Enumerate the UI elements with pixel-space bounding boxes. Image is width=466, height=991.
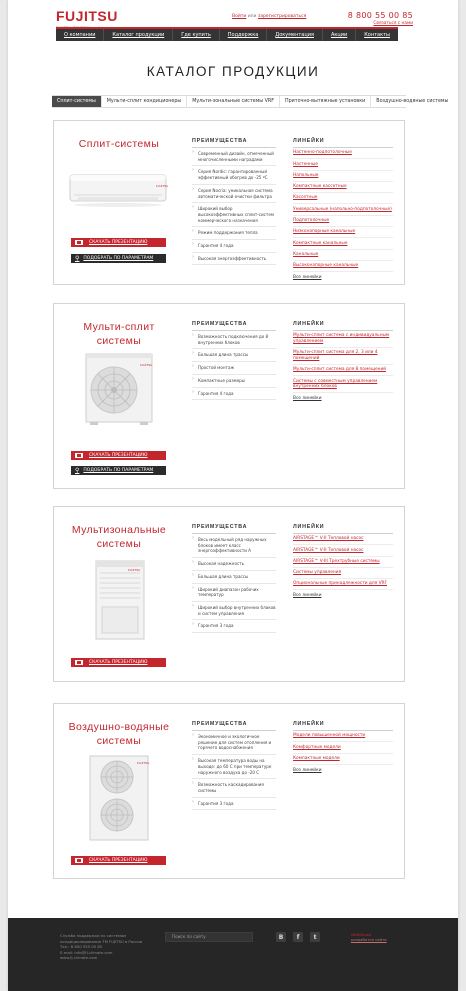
- advantage-item: › Серия Nocria: уникальная система автоматической очистки фильтра: [192, 185, 276, 203]
- tab-air-water[interactable]: Воздушно-водяные системы: [376, 99, 449, 104]
- developer-link[interactable]: разработка сайта: [351, 937, 387, 943]
- advantages-list: [192, 731, 276, 810]
- line-link[interactable]: Настенно-подпотолочные: [293, 148, 393, 159]
- line-link[interactable]: Компактные канальные: [293, 238, 393, 249]
- line-link[interactable]: Подпотолочные: [293, 216, 393, 227]
- category-card-multi-split: [53, 303, 405, 489]
- advantage-item: › Большая длина трассы: [192, 571, 276, 584]
- lines-heading: ЛИНЕЙКИ: [293, 321, 393, 331]
- advantages-heading: ПРЕИМУЩЕСТВА: [192, 524, 276, 534]
- advantage-item: › Экономичное и экологичное решение для систем отопления и горячего водоснабжения: [192, 731, 276, 755]
- facebook-icon[interactable]: f: [293, 932, 303, 942]
- select-by-params-button[interactable]: [71, 254, 166, 263]
- line-link[interactable]: Напольные: [293, 171, 393, 182]
- advantages-list: [192, 148, 276, 265]
- line-link[interactable]: Высоконапорные канальные: [293, 261, 393, 272]
- developer-name: WebStudio: [351, 932, 372, 937]
- category-title: Мульти-сплит системы: [83, 321, 155, 347]
- lines-heading: ЛИНЕЙКИ: [293, 524, 393, 534]
- select-by-params-label: ПОДОБРАТЬ ПО ПАРАМЕТРАМ: [83, 256, 154, 261]
- nav-item-promotions[interactable]: Акции: [323, 29, 356, 41]
- advantages-list: [192, 534, 276, 633]
- login-link[interactable]: Войти: [232, 14, 247, 19]
- category-card-air-water: [53, 703, 405, 879]
- select-by-params-label: ПОДОБРАТЬ ПО ПАРАМЕТРАМ: [83, 468, 154, 473]
- lines-list: [293, 148, 393, 281]
- advantage-item: › Большая длина трассы: [192, 349, 276, 362]
- advantage-item: › Широкий выбор высокоэффективных сплит-систем коммерческого назначения: [192, 203, 276, 227]
- line-link[interactable]: Комфортные модели: [293, 742, 393, 753]
- footer-contacts: [60, 933, 158, 961]
- svg-text:FUJITSU: FUJITSU: [128, 568, 141, 572]
- developer-credit[interactable]: [351, 932, 387, 942]
- advantage-item: › Режим поддержания тепла: [192, 227, 276, 240]
- category-title: Сплит-системы: [78, 138, 160, 150]
- vrf-unit-image[interactable]: [68, 557, 168, 643]
- all-lines-link[interactable]: Все линейки: [293, 275, 322, 281]
- line-link[interactable]: Модели повышенной мощности: [293, 731, 393, 742]
- category-card-split: [53, 120, 405, 285]
- twitter-icon[interactable]: t: [310, 932, 320, 942]
- callback-link[interactable]: Связаться с нами: [373, 21, 413, 26]
- category-title: Воздушно-водяные системы: [68, 721, 170, 747]
- advantage-item: › Возможность каскадирования системы: [192, 779, 276, 797]
- line-link[interactable]: Компактные кассетные: [293, 182, 393, 193]
- line-link[interactable]: Настенные: [293, 159, 393, 170]
- line-link[interactable]: Опциональные принадлежности для VRF: [293, 579, 393, 590]
- line-link[interactable]: Мульти-сплит система для 8 помещений: [293, 365, 393, 376]
- header-phone: 8 800 55 00 85: [347, 11, 413, 20]
- download-presentation-label: СКАЧАТЬ ПРЕЗЕНТАЦИЮ: [89, 240, 148, 245]
- advantage-item: › Современный дизайн, отмеченный многочисленными наградами: [192, 148, 276, 166]
- lines-heading: ЛИНЕЙКИ: [293, 721, 393, 731]
- presentation-icon: [75, 858, 83, 863]
- advantage-item: › Компактные размеры: [192, 375, 276, 388]
- split-unit-image[interactable]: [68, 169, 168, 209]
- nav-item-documentation[interactable]: Документация: [267, 29, 323, 41]
- line-link[interactable]: Системы управления: [293, 568, 393, 579]
- all-lines-link[interactable]: Все линейки: [293, 396, 322, 402]
- search-icon: ⚲: [75, 255, 80, 262]
- line-link[interactable]: Канальные: [293, 250, 393, 261]
- air-water-unit-image[interactable]: [68, 752, 168, 844]
- main-nav: [56, 29, 398, 41]
- multi-split-unit-image[interactable]: [68, 350, 168, 428]
- catalog-tabs: [52, 95, 449, 108]
- download-presentation-button[interactable]: [71, 658, 166, 667]
- advantages-heading: ПРЕИМУЩЕСТВА: [192, 721, 276, 731]
- auth-links: [232, 14, 306, 19]
- line-link[interactable]: Мульти-сплит система для 2, 3 или 4 помещений: [293, 348, 393, 365]
- site-footer: [8, 918, 458, 991]
- advantages-heading: ПРЕИМУЩЕСТВА: [192, 138, 276, 148]
- nav-item-about[interactable]: О компании: [56, 29, 104, 41]
- advantage-item: › Высокая энергоэффективность: [192, 253, 276, 266]
- line-link[interactable]: Мульти-сплит система с индивидуальным управлением: [293, 331, 393, 348]
- line-link[interactable]: Низконапорные канальные: [293, 227, 393, 238]
- select-by-params-button[interactable]: [71, 466, 166, 475]
- download-presentation-button[interactable]: [71, 451, 166, 460]
- advantage-item: › Возможность подключения до 8 внутренних блоков: [192, 331, 276, 349]
- lines-list: [293, 731, 393, 774]
- category-title: Мультизональные системы: [71, 524, 167, 550]
- line-link[interactable]: AIRSTAGE™ V-III Трехтрубные системы: [293, 557, 393, 568]
- line-link[interactable]: AIRSTAGE™ V-II Тепловой насос: [293, 534, 393, 545]
- download-presentation-label: СКАЧАТЬ ПРЕЗЕНТАЦИЮ: [89, 453, 148, 458]
- all-lines-link[interactable]: Все линейки: [293, 767, 322, 773]
- vk-icon[interactable]: В: [276, 932, 286, 942]
- line-link[interactable]: Компактные модели: [293, 754, 393, 765]
- tab-split-systems[interactable]: Сплит-системы: [52, 96, 102, 107]
- advantage-item: › Гарантия 4 года: [192, 388, 276, 401]
- logo-wordmark: FUJITSU: [56, 8, 118, 24]
- search-icon: ⚲: [75, 467, 80, 474]
- advantage-item: › Широкий выбор внутренних блоков и систем управления: [192, 602, 276, 620]
- advantage-item: › Гарантия 3 года: [192, 620, 276, 633]
- footer-site[interactable]: www.fj-climate.com: [60, 955, 98, 961]
- lines-list: [293, 331, 393, 402]
- svg-text:FUJITSU: FUJITSU: [137, 761, 150, 765]
- svg-text:FUJITSU: FUJITSU: [140, 363, 153, 367]
- register-link[interactable]: зарегистрироваться: [257, 14, 307, 19]
- presentation-icon: [75, 660, 83, 665]
- line-link[interactable]: Кассетные: [293, 193, 393, 204]
- advantages-heading: ПРЕИМУЩЕСТВА: [192, 321, 276, 331]
- download-presentation-label: СКАЧАТЬ ПРЕЗЕНТАЦИЮ: [89, 660, 148, 665]
- download-presentation-label: СКАЧАТЬ ПРЕЗЕНТАЦИЮ: [89, 858, 148, 863]
- line-link[interactable]: AIRSTAGE™ V-II Тепловой насос: [293, 545, 393, 556]
- footer-email[interactable]: E-mail: info@fj-climate.com: [60, 949, 113, 955]
- nav-item-support[interactable]: Поддержка: [220, 29, 268, 41]
- nav-item-where-to-buy[interactable]: Где купить: [173, 29, 219, 41]
- footer-phone: Тел.: 8 800 555 00 85: [60, 944, 103, 950]
- line-link[interactable]: Системы с совместным управлением внутренних блоков: [293, 376, 393, 393]
- line-link[interactable]: Универсальные (напольно-подпотолочные): [293, 204, 393, 215]
- advantage-item: › Гарантия 4 года: [192, 240, 276, 253]
- presentation-icon: [75, 240, 83, 245]
- lines-list: [293, 534, 393, 599]
- category-card-vrf: [53, 506, 405, 682]
- advantage-item: › Весь модельный ряд наружных блоков имеет класс энергоэффективности А: [192, 534, 276, 558]
- lines-heading: ЛИНЕЙКИ: [293, 138, 393, 148]
- advantage-item: › Высокая надежность: [192, 558, 276, 571]
- footer-search-input[interactable]: Поиск по сайту: [165, 932, 253, 942]
- tab-multi-split[interactable]: Мульти-сплит кондиционеры: [102, 96, 187, 107]
- page-title: КАТАЛОГ ПРОДУКЦИИ: [146, 64, 320, 79]
- auth-separator: или: [247, 14, 257, 19]
- download-presentation-button[interactable]: [71, 856, 166, 865]
- tab-vrf[interactable]: Мульти-зональные системы VRF: [187, 96, 280, 107]
- advantages-list: [192, 331, 276, 400]
- advantage-item: › Высокая температура воды на выходе: до 60 С при температуре наружного воздуха до -20 С: [192, 755, 276, 779]
- nav-item-catalog[interactable]: Каталог продукции: [104, 29, 173, 41]
- advantage-item: › Широкий диапазон рабочих температур: [192, 584, 276, 602]
- svg-text:FUJITSU: FUJITSU: [156, 184, 168, 188]
- download-presentation-button[interactable]: [71, 238, 166, 247]
- presentation-icon: [75, 453, 83, 458]
- advantage-item: › Серия Nordic: гарантированный эффективный обогрев до -25 ºС: [192, 166, 276, 184]
- advantage-item: › Гарантия 3 года: [192, 798, 276, 811]
- footer-support-text: Служба поддержки по системам кондиционирования ТМ FUJITSU в России: [60, 933, 143, 944]
- nav-item-contacts[interactable]: Контакты: [364, 32, 390, 38]
- advantage-item: › Простой монтаж: [192, 362, 276, 375]
- all-lines-link[interactable]: Все линейки: [293, 593, 322, 599]
- tab-ventilation[interactable]: Приточно-вытяжные установки: [280, 96, 371, 107]
